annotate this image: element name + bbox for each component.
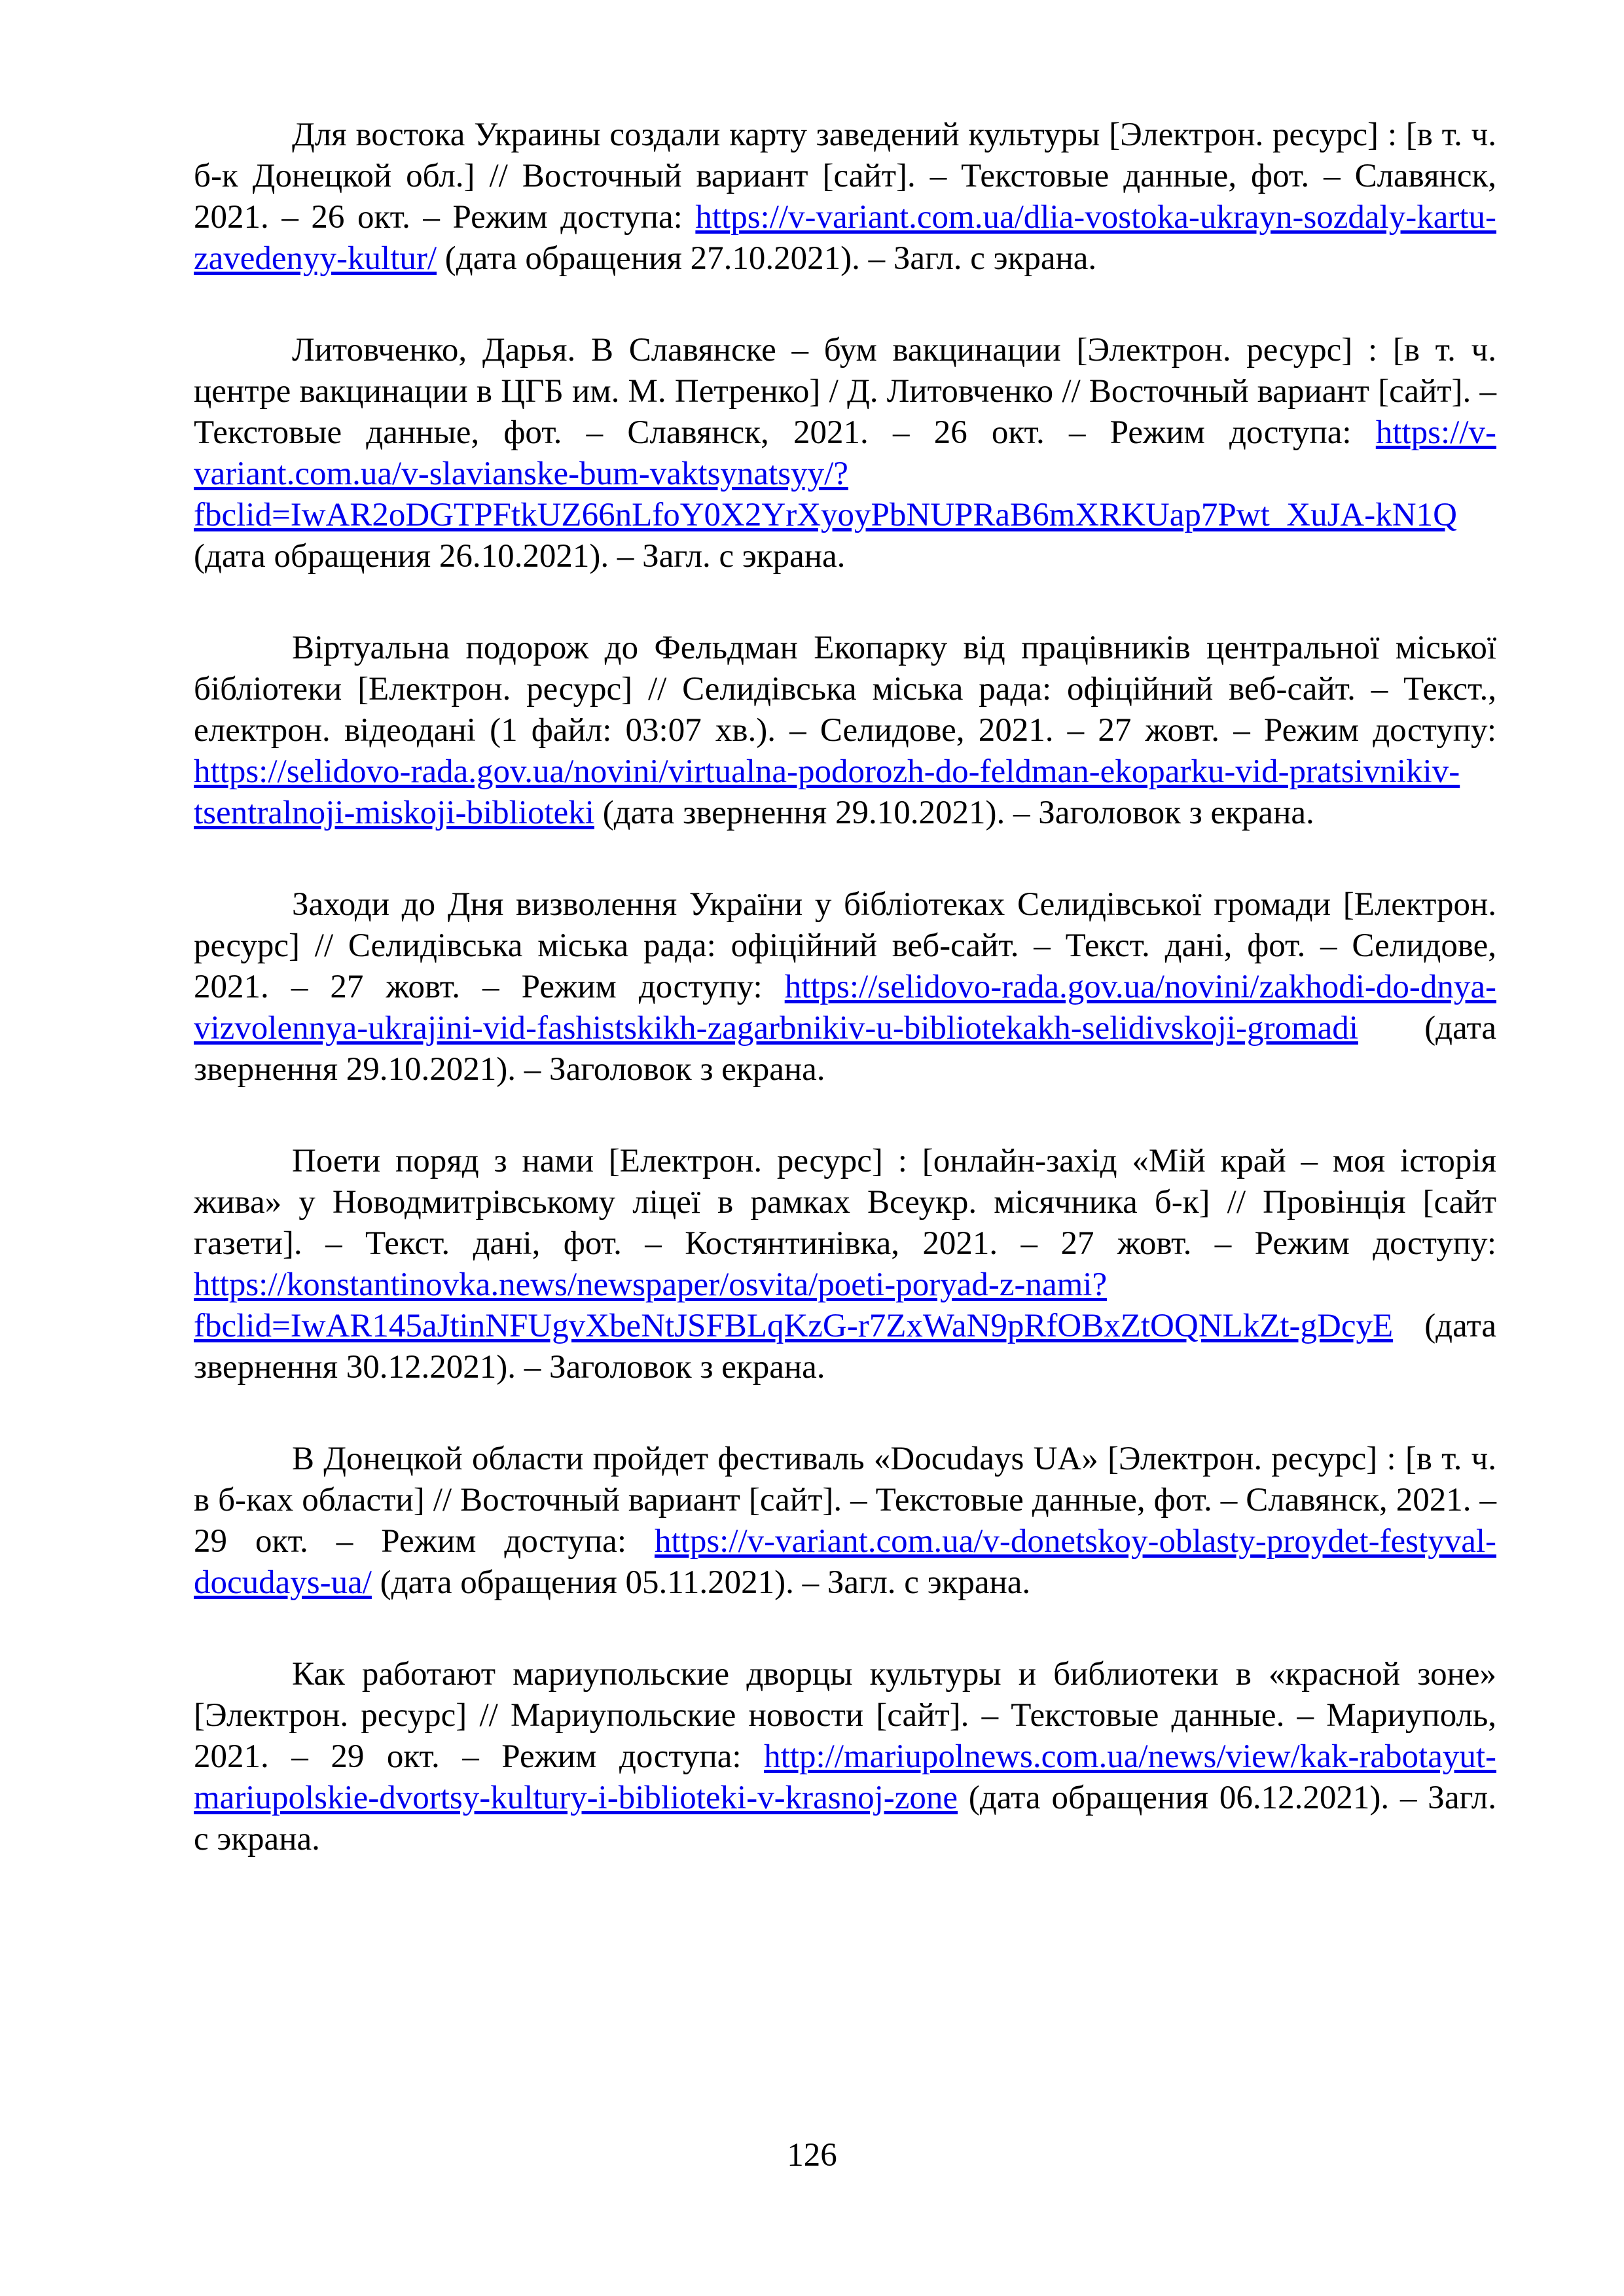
entry-link[interactable]: https://selidovo-rada.gov.ua/novini/zakhodi-do-dnya-vizvolennya-ukrajini-vid-fashistskikh-zagarbnikiv-u-bibliotekakh-selidivskoji-gromadi (194, 969, 1496, 1047)
entry-text-tail: (дата обращения 06.12.2021). – Загл. с экрана. (194, 1780, 1496, 1857)
bibliography-entry-3 (194, 628, 1496, 834)
bibliography-entry-2 (194, 330, 1496, 577)
bibliography-entry-4 (194, 884, 1496, 1090)
entry-link[interactable]: https://v-variant.com.ua/v-donetskoy-oblasty-proydet-festyval-docudays-ua/ (194, 1523, 1496, 1601)
entry-text: Поети поряд з нами [Електрон. ресурс] : [онлайн-захід «Мій край – моя історія жива» у Новодмитрівському ліцеї в рамках Всеукр. місячника б-к] // Провінція [сайт газети]. – Текст. дані, фот. – Костянтинівка, 2021. – 27 жовт. – Режим доступу: (194, 1143, 1496, 1262)
entry-link[interactable]: https://konstantinovka.news/newspaper/osvita/poeti-poryad-z-nami?fbclid=IwAR145aJtinNFUgvXbeNtJSFBLqKzG-r7ZxWaN9pRfOBxZtOQNLkZt-gDcyE (194, 1266, 1394, 1344)
entry-link[interactable]: https://selidovo-rada.gov.ua/novini/virtualna-podorozh-do-feldman-ekoparku-vid-pratsivnikiv-tsentralnoji-miskoji-biblioteki (194, 753, 1460, 831)
bibliography-entry-5 (194, 1141, 1496, 1388)
entry-text: Для востока Украины создали карту заведений культуры [Электрон. ресурс] : [в т. ч. б-к Донецкой обл.] // Восточный вариант [сайт]. – Текстовые данные, фот. – Славянск, 2021. – 26 окт. – Режим доступа: (194, 117, 1496, 236)
entry-text-tail: (дата звернення 30.12.2021). – Заголовок з екрана. (194, 1308, 1496, 1386)
entry-text: Заходи до Дня визволення України у бібліотеках Селидівської громади [Електрон. ресурс] // Селидівська міська рада: офіційний веб-сайт. – Текст. дані, фот. – Селидове, 2021. – 27 жовт. – Режим доступу: (194, 886, 1496, 1005)
bibliography-entry-7 (194, 1654, 1496, 1860)
entry-text: Литовченко, Дарья. В Славянске – бум вакцинации [Электрон. ресурс] : [в т. ч. центре вакцинации в ЦГБ им. М. Петренко] / Д. Литовченко // Восточный вариант [сайт]. – Текстовые данные, фот. – Славянск, 2021. – 26 окт. – Режим доступа: (194, 332, 1496, 451)
bibliography-entry-6 (194, 1439, 1496, 1604)
entry-link[interactable]: http://mariupolnews.com.ua/news/view/kak-rabotayut-mariupolskie-dvortsy-kultury-i-biblioteki-v-krasnoj-zone (194, 1738, 1496, 1816)
entry-text: Віртуальна подорож до Фельдман Екопарку від працівників центральної міської бібліотеки [Електрон. ресурс] // Селидівська міська рада: офіційний веб-сайт. – Текст., електрон. відеодані (1 файл: 03:07 хв.). – Селидове, 2021. – 27 жовт. – Режим доступу: (194, 630, 1496, 749)
entry-text: В Донецкой области пройдет фестиваль «Docudays UA» [Электрон. ресурс] : [в т. ч. в б-ках области] // Восточный вариант [сайт]. – Текстовые данные, фот. – Славянск, 2021. – 29 окт. – Режим доступа: (194, 1441, 1496, 1560)
entry-link[interactable]: https://v-variant.com.ua/dlia-vostoka-ukrayn-sozdaly-kartu-zavedenyy-kultur/ (194, 199, 1496, 277)
entry-text-tail: (дата звернення 29.10.2021). – Заголовок з екрана. (194, 1010, 1496, 1088)
entry-link[interactable]: https://v-variant.com.ua/v-slavianske-bum-vaktsynatsyy/?fbclid=IwAR2oDGTPFtkUZ66nLfoY0X2YrXyoyPbNUPRaB6mXRKUap7Pwt_XuJA-kN1Q (194, 414, 1496, 533)
bibliography-entry-1 (194, 115, 1496, 279)
entry-text-tail: (дата звернення 29.10.2021). – Заголовок з екрана. (594, 795, 1314, 831)
entry-text: Как работают мариупольские дворцы культуры и библиотеки в «красной зоне» [Электрон. ресурс] // Мариупольские новости [сайт]. – Текстовые данные. – Мариуполь, 2021. – 29 окт. – Режим доступа: (194, 1656, 1496, 1775)
page-number: 126 (787, 2137, 837, 2174)
entry-text-tail: (дата обращения 26.10.2021). – Загл. с экрана. (194, 538, 846, 575)
entry-text-tail: (дата обращения 27.10.2021). – Загл. с экрана. (437, 240, 1097, 277)
entry-text-tail: (дата обращения 05.11.2021). – Загл. с экрана. (371, 1564, 1031, 1601)
document-page (194, 115, 1496, 1910)
